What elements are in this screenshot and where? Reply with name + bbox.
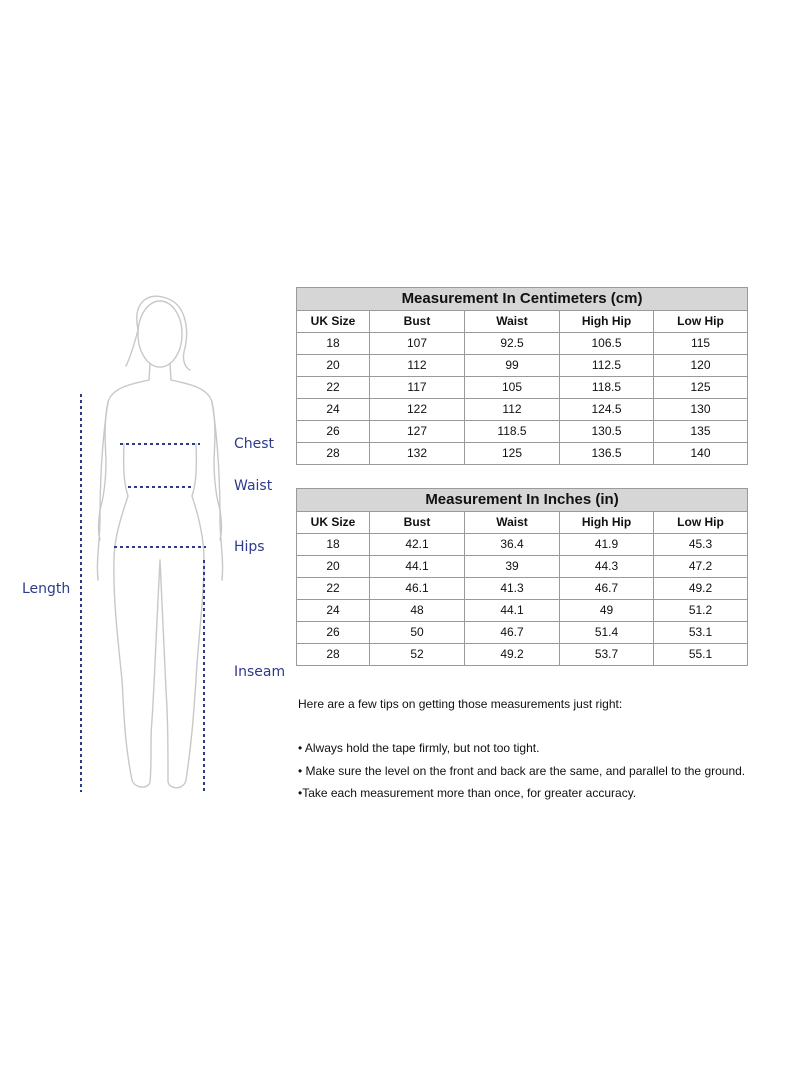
table-cell: 55.1 bbox=[654, 644, 748, 666]
table-cell: 50 bbox=[370, 622, 465, 644]
column-header: UK Size bbox=[297, 311, 370, 333]
table-cell: 127 bbox=[370, 421, 465, 443]
table-cell: 53.7 bbox=[560, 644, 654, 666]
table-cell: 46.7 bbox=[560, 578, 654, 600]
column-header: Low Hip bbox=[654, 512, 748, 534]
table-cell: 112 bbox=[370, 355, 465, 377]
column-header: Bust bbox=[370, 311, 465, 333]
table-cell: 49.2 bbox=[465, 644, 560, 666]
column-header: Bust bbox=[370, 512, 465, 534]
table-cell: 46.7 bbox=[465, 622, 560, 644]
table-cell: 112.5 bbox=[560, 355, 654, 377]
body-figure-illustration bbox=[0, 0, 300, 820]
table-cell: 22 bbox=[297, 377, 370, 399]
table-cell: 28 bbox=[297, 644, 370, 666]
table-cell: 39 bbox=[465, 556, 560, 578]
tip-item: • Make sure the level on the front and back are the same, and parallel to the ground. bbox=[298, 764, 746, 778]
table-cell: 49.2 bbox=[654, 578, 748, 600]
table-header-row bbox=[297, 512, 748, 534]
table-cell: 42.1 bbox=[370, 534, 465, 556]
table-cell: 18 bbox=[297, 534, 370, 556]
table-cell: 22 bbox=[297, 578, 370, 600]
column-header: High Hip bbox=[560, 512, 654, 534]
table-cell: 92.5 bbox=[465, 333, 560, 355]
tips-intro: Here are a few tips on getting those measurements just right: bbox=[298, 697, 623, 711]
table-cell: 136.5 bbox=[560, 443, 654, 465]
table-cell: 20 bbox=[297, 355, 370, 377]
column-header: UK Size bbox=[297, 512, 370, 534]
column-header: Waist bbox=[465, 512, 560, 534]
table-cell: 26 bbox=[297, 421, 370, 443]
table-cell: 18 bbox=[297, 333, 370, 355]
table-cell: 51.2 bbox=[654, 600, 748, 622]
table-cell: 124.5 bbox=[560, 399, 654, 421]
table-cell: 130.5 bbox=[560, 421, 654, 443]
table-cell: 20 bbox=[297, 556, 370, 578]
table-cell: 47.2 bbox=[654, 556, 748, 578]
table-row bbox=[297, 333, 748, 355]
chest-label: Chest bbox=[234, 436, 275, 452]
table-cell: 41.9 bbox=[560, 534, 654, 556]
table-cell: 122 bbox=[370, 399, 465, 421]
inseam-label: Inseam bbox=[234, 664, 286, 680]
table-row bbox=[297, 443, 748, 465]
table-cell: 107 bbox=[370, 333, 465, 355]
table-cell: 24 bbox=[297, 399, 370, 421]
length-label: Length bbox=[22, 581, 71, 597]
table-row bbox=[297, 355, 748, 377]
table-header-row bbox=[297, 311, 748, 333]
table-cell: 115 bbox=[654, 333, 748, 355]
table-cell: 53.1 bbox=[654, 622, 748, 644]
table-cell: 28 bbox=[297, 443, 370, 465]
table-cell: 49 bbox=[560, 600, 654, 622]
table-row bbox=[297, 399, 748, 421]
table-row bbox=[297, 556, 748, 578]
table-cell: 105 bbox=[465, 377, 560, 399]
table-cell: 24 bbox=[297, 600, 370, 622]
table-cell: 52 bbox=[370, 644, 465, 666]
table-cell: 112 bbox=[465, 399, 560, 421]
table-cell: 125 bbox=[654, 377, 748, 399]
table-cell: 99 bbox=[465, 355, 560, 377]
table-cell: 48 bbox=[370, 600, 465, 622]
table-row bbox=[297, 534, 748, 556]
table-cell: 120 bbox=[654, 355, 748, 377]
table-row bbox=[297, 644, 748, 666]
table-cell: 46.1 bbox=[370, 578, 465, 600]
column-header: High Hip bbox=[560, 311, 654, 333]
table-cell: 125 bbox=[465, 443, 560, 465]
table-cell: 117 bbox=[370, 377, 465, 399]
table-cell: 132 bbox=[370, 443, 465, 465]
table-cell: 44.3 bbox=[560, 556, 654, 578]
table-cell: 51.4 bbox=[560, 622, 654, 644]
table-row bbox=[297, 421, 748, 443]
table-row bbox=[297, 377, 748, 399]
table-title: Measurement In Centimeters (cm) bbox=[297, 288, 748, 311]
table-cell: 118.5 bbox=[465, 421, 560, 443]
tip-item: •Take each measurement more than once, for greater accuracy. bbox=[298, 786, 637, 800]
table-cell: 140 bbox=[654, 443, 748, 465]
table-cell: 44.1 bbox=[370, 556, 465, 578]
table-title: Measurement In Inches (in) bbox=[297, 489, 748, 512]
figure-body-outline bbox=[99, 380, 222, 788]
table-cell: 45.3 bbox=[654, 534, 748, 556]
table-row bbox=[297, 578, 748, 600]
table-cell: 36.4 bbox=[465, 534, 560, 556]
tip-item: • Always hold the tape firmly, but not too tight. bbox=[298, 741, 540, 755]
table-cell: 26 bbox=[297, 622, 370, 644]
hips-label: Hips bbox=[234, 539, 265, 555]
column-header: Waist bbox=[465, 311, 560, 333]
measurement-table-in bbox=[296, 488, 748, 666]
figure-hair bbox=[126, 296, 190, 370]
column-header: Low Hip bbox=[654, 311, 748, 333]
table-row bbox=[297, 622, 748, 644]
table-cell: 118.5 bbox=[560, 377, 654, 399]
waist-label: Waist bbox=[234, 478, 273, 494]
table-row bbox=[297, 600, 748, 622]
table-cell: 130 bbox=[654, 399, 748, 421]
figure-head bbox=[138, 301, 182, 367]
table-cell: 44.1 bbox=[465, 600, 560, 622]
table-cell: 135 bbox=[654, 421, 748, 443]
table-cell: 41.3 bbox=[465, 578, 560, 600]
table-cell: 106.5 bbox=[560, 333, 654, 355]
measurement-table-cm bbox=[296, 287, 748, 465]
